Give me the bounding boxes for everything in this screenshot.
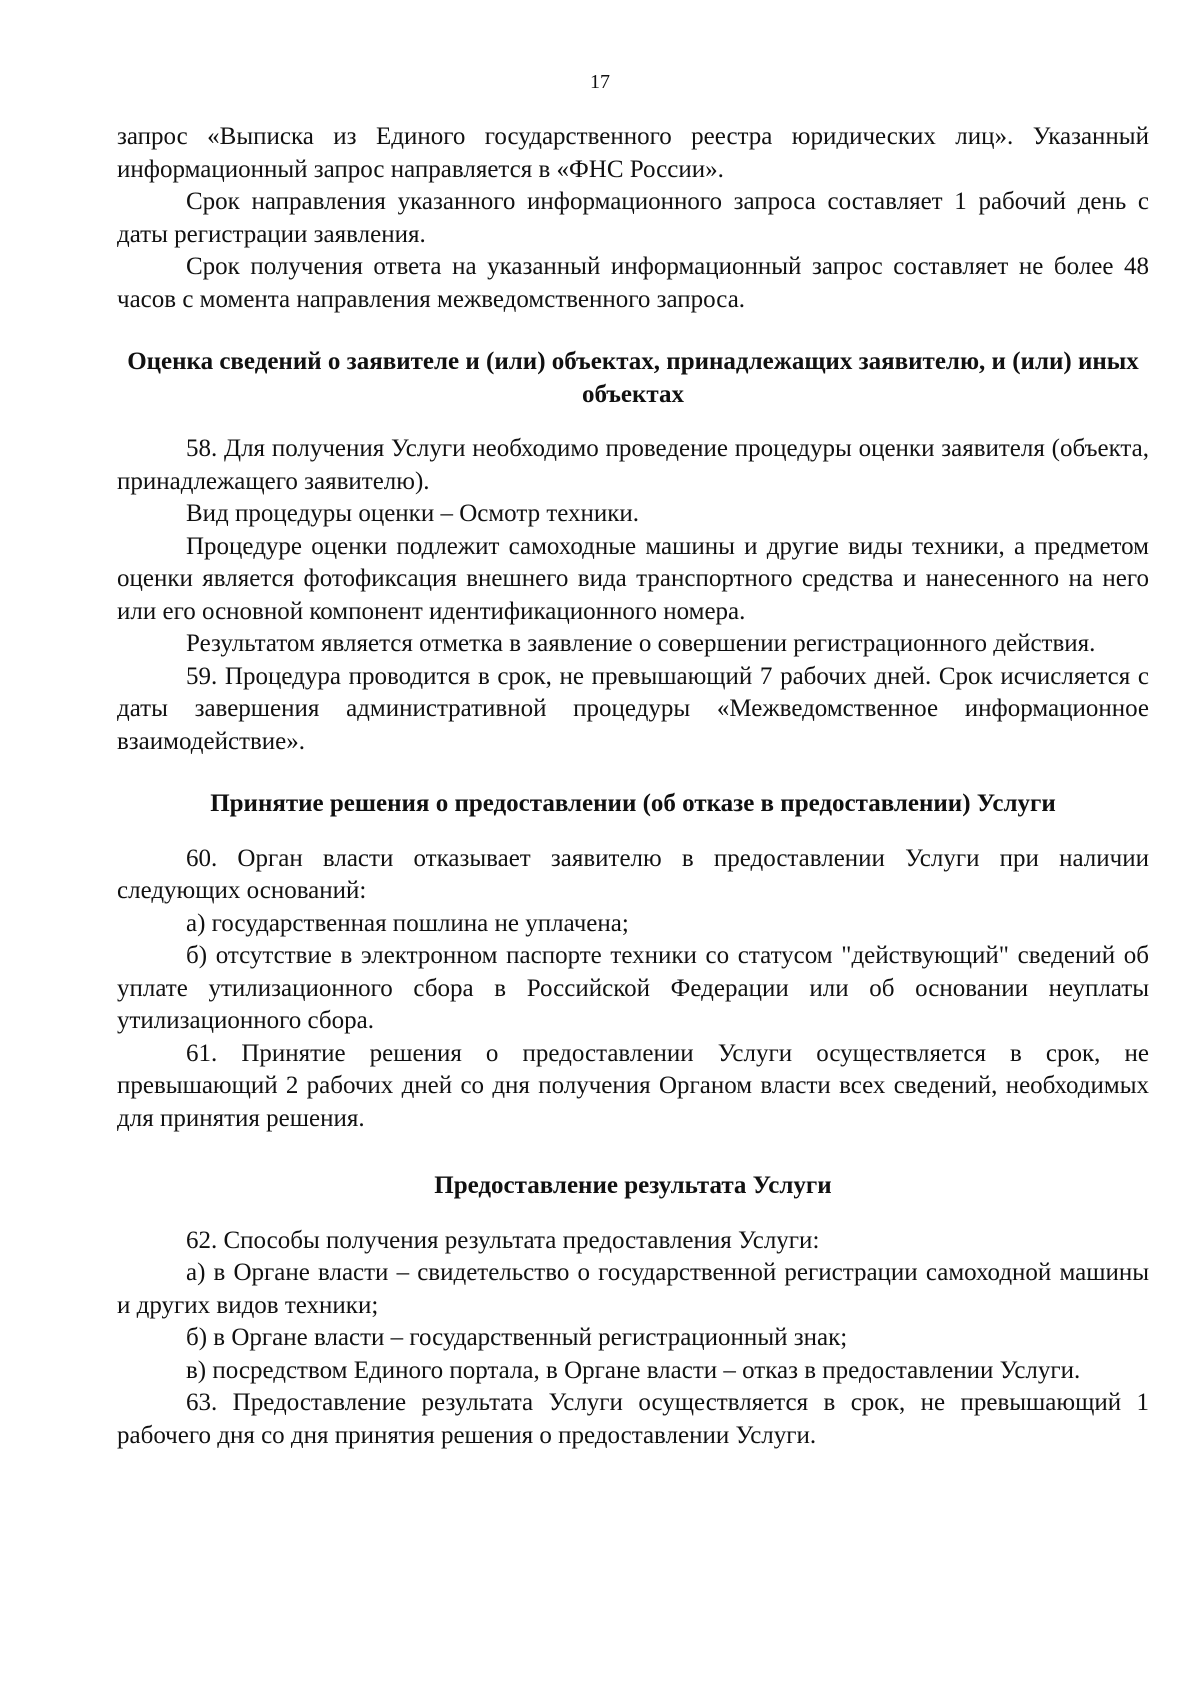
paragraph-60-b: б) отсутствие в электронном паспорте техники со статусом "действующий" сведений об уплате утилизационного сбора в Российской Федерации или об основании неуплаты утилизационного сбора. [117, 942, 1149, 1034]
paragraph-62: 62. Способы получения результата предоставления Услуги: [186, 1226, 820, 1254]
page-number: 17 [590, 71, 610, 93]
paragraph-58-type: Вид процедуры оценки – Осмотр техники. [186, 500, 640, 527]
paragraph-60-a: а) государственная пошлина не уплачена; [186, 909, 629, 937]
paragraph-58: 58. Для получения Услуги необходимо проведение процедуры оценки заявителя (объекта, принадлежащего заявителю). [117, 435, 1149, 495]
paragraph-62-b: б) в Органе власти – государственный регистрационный знак; [186, 1324, 848, 1351]
paragraph-62-c: в) посредством Единого портала, в Органе власти – отказ в предоставлении Услуги. [186, 1356, 1081, 1384]
paragraph-58-result: Результатом является отметка в заявление о совершении регистрационного действия. [186, 630, 1096, 657]
paragraph-63: 63. Предоставление результата Услуги осуществляется в срок, не превышающий 1 рабочего дня со дня принятия решения о предоставлении Услуги. [117, 1389, 1149, 1449]
paragraph-60: 60. Орган власти отказывает заявителю в предоставлении Услуги при наличии следующих оснований: [117, 844, 1149, 904]
section-heading-decision: Принятие решения о предоставлении (об отказе в предоставлении) Услуги [210, 790, 1056, 817]
section-heading-assessment: Оценка сведений о заявителе и (или) объектах, принадлежащих заявителю, и (или) иных объектах [127, 348, 1139, 408]
section-heading-result: Предоставление результата Услуги [434, 1172, 832, 1199]
paragraph-request-send-term: Срок направления указанного информационного запроса составляет 1 рабочий день с даты регистрации заявления. [117, 188, 1149, 248]
paragraph-61: 61. Принятие решения о предоставлении Услуги осуществляется в срок, не превышающий 2 рабочих дней со дня получения Органом власти всех сведений, необходимых для принятия решения. [117, 1039, 1149, 1132]
paragraph-62-a: а) в Органе власти – свидетельство о государственной регистрации самоходной машины и других видов техники; [117, 1259, 1149, 1319]
paragraph-58-subject: Процедуре оценки подлежит самоходные машины и другие виды техники, а предметом оценки является фотофиксация внешнего вида транспортного средства и нанесенного на него или его основной компонент идентификационного номера. [117, 532, 1149, 625]
paragraph-response-term: Срок получения ответа на указанный информационный запрос составляет не более 48 часов с момента направления межведомственного запроса. [117, 253, 1149, 313]
page-content [117, 121, 1149, 1452]
paragraph-59: 59. Процедура проводится в срок, не превышающий 7 рабочих дней. Срок исчисляется с даты завершения административной процедуры «Межведомственное информационное взаимодействие». [117, 662, 1149, 755]
paragraph-request-continued: запрос «Выписка из Единого государственного реестра юридических лиц». Указанный информационный запрос направляется в «ФНС России». [117, 123, 1149, 183]
